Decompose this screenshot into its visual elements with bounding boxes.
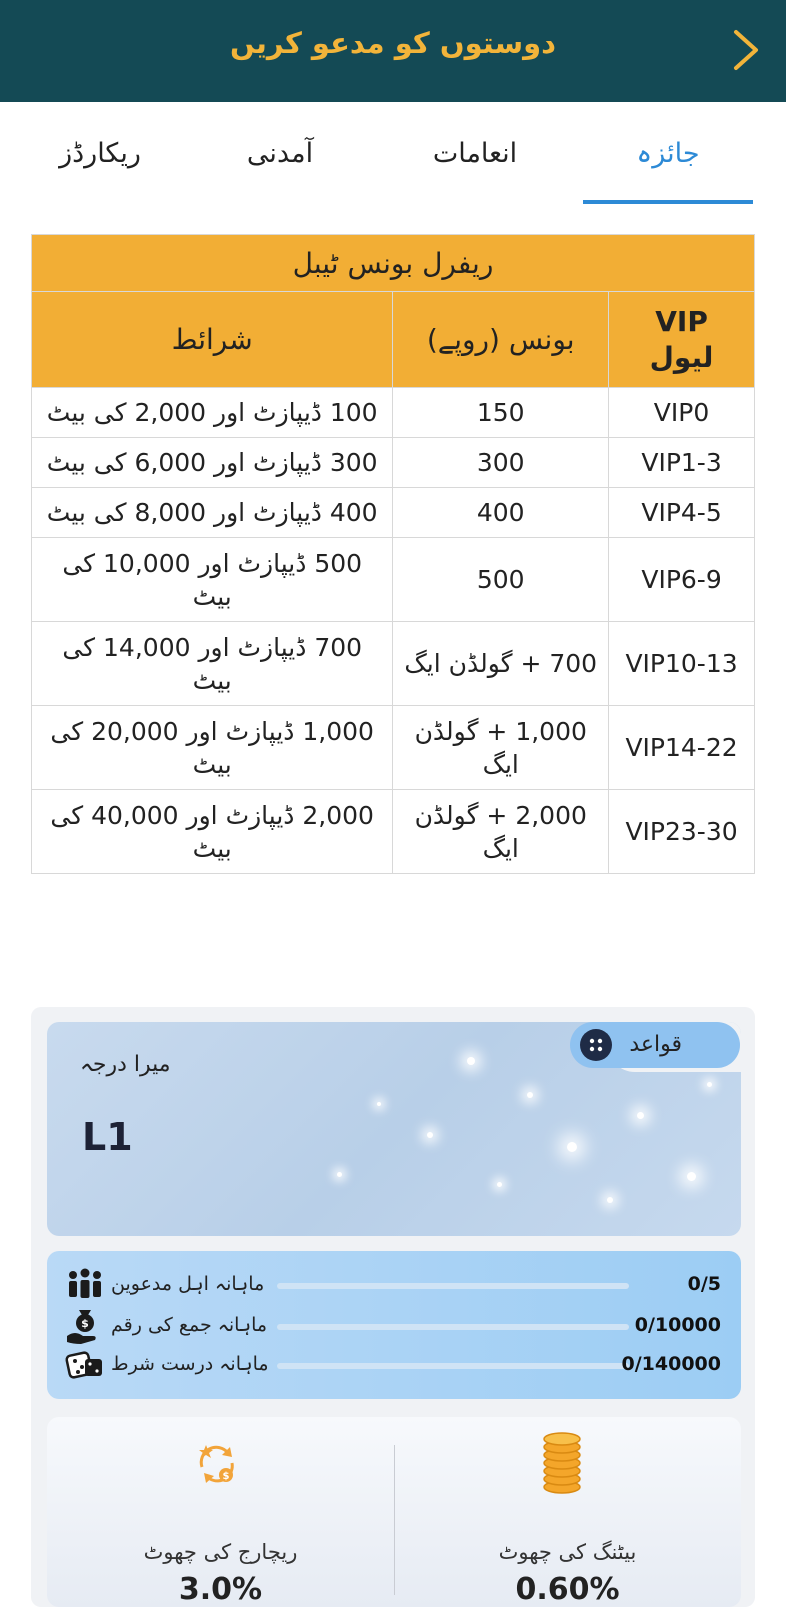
cell-bonus: 1,000 + گولڈن ایگ xyxy=(393,706,609,790)
stat-row-deposit xyxy=(47,1306,741,1346)
progress-bar xyxy=(277,1324,629,1330)
cell-level: VIP14-22 xyxy=(609,706,755,790)
dots-menu-icon xyxy=(580,1029,612,1061)
col-header-conditions: شرائط xyxy=(32,292,393,388)
table-row xyxy=(32,706,755,790)
rank-value: L1 xyxy=(82,1115,133,1159)
cell-conditions: 500 ڈیپازٹ اور 10,000 کی بیٹ xyxy=(32,538,393,622)
cell-conditions: 1,000 ڈیپازٹ اور 20,000 کی بیٹ xyxy=(32,706,393,790)
cell-level: VIP10-13 xyxy=(609,622,755,706)
cell-level: VIP4-5 xyxy=(609,488,755,538)
stat-name: ماہانہ درست شرط xyxy=(111,1353,269,1375)
table-row xyxy=(32,438,755,488)
discount-panel xyxy=(47,1417,741,1607)
discount-label: ریچارج کی چھوٹ xyxy=(143,1540,298,1564)
stat-row-valid-bet xyxy=(47,1345,741,1385)
cell-level: VIP23-30 xyxy=(609,790,755,874)
col-header-level-text: VIP لیول xyxy=(649,304,714,374)
table-row xyxy=(32,488,755,538)
table-row xyxy=(32,622,755,706)
stat-value: 0/140000 xyxy=(621,1353,721,1375)
cell-conditions: 100 ڈیپازٹ اور 2,000 کی بیٹ xyxy=(32,388,393,438)
cell-conditions: 400 ڈیپازٹ اور 8,000 کی بیٹ xyxy=(32,488,393,538)
discount-label: بیٹنگ کی چھوٹ xyxy=(498,1540,637,1564)
app-header xyxy=(0,0,786,102)
col-header-bonus: بونس (روپے) xyxy=(393,292,609,388)
coin-stack-icon xyxy=(539,1427,585,1497)
cell-conditions: 700 ڈیپازٹ اور 14,000 کی بیٹ xyxy=(32,622,393,706)
active-tab-indicator xyxy=(583,200,753,204)
stat-row-invitees xyxy=(47,1265,741,1305)
tab-rewards[interactable]: انعامات xyxy=(432,138,518,169)
betting-discount xyxy=(394,1417,741,1607)
stat-value: 0/10000 xyxy=(634,1314,721,1336)
cell-bonus: 400 xyxy=(393,488,609,538)
cell-level: VIP0 xyxy=(609,388,755,438)
recharge-discount xyxy=(47,1417,394,1607)
progress-bar xyxy=(277,1363,629,1369)
cell-bonus: 2,000 + گولڈن ایگ xyxy=(393,790,609,874)
referral-bonus-table xyxy=(31,234,755,874)
cell-level: VIP1-3 xyxy=(609,438,755,488)
table-caption: ریفرل بونس ٹیبل xyxy=(32,235,755,292)
money-hand-icon xyxy=(65,1306,105,1346)
rank-label: میرا درجہ xyxy=(80,1052,171,1077)
col-header-level xyxy=(609,292,755,388)
cell-bonus: 300 xyxy=(393,438,609,488)
monthly-stats xyxy=(47,1251,741,1399)
recharge-cycle-icon xyxy=(192,1439,242,1489)
rules-label: قواعد xyxy=(629,1032,682,1057)
table-row xyxy=(32,790,755,874)
tab-overview[interactable]: جائزہ xyxy=(636,138,700,169)
chevron-right-icon[interactable] xyxy=(730,26,770,74)
svg-text:$: $ xyxy=(81,1317,89,1330)
tab-bar xyxy=(0,102,786,208)
cell-bonus: 500 xyxy=(393,538,609,622)
stat-name: ماہانہ جمع کی رقم xyxy=(111,1314,268,1336)
svg-text:$: $ xyxy=(222,1471,230,1482)
tab-income[interactable]: آمدنی xyxy=(246,138,314,169)
stat-value: 0/5 xyxy=(687,1273,721,1295)
discount-value: 0.60% xyxy=(515,1572,620,1607)
progress-bar xyxy=(277,1283,629,1289)
people-icon xyxy=(65,1265,105,1305)
tab-records[interactable]: ریکارڈز xyxy=(59,138,141,169)
stat-name: ماہانہ اہل مدعوین xyxy=(111,1273,265,1295)
discount-value: 3.0% xyxy=(178,1572,263,1607)
cell-conditions: 300 ڈیپازٹ اور 6,000 کی بیٹ xyxy=(32,438,393,488)
cell-level: VIP6-9 xyxy=(609,538,755,622)
cell-conditions: 2,000 ڈیپازٹ اور 40,000 کی بیٹ xyxy=(32,790,393,874)
page-title: دوستوں کو مدعو کریں xyxy=(229,26,557,60)
cell-bonus: 700 + گولڈن ایگ xyxy=(393,622,609,706)
cell-bonus: 150 xyxy=(393,388,609,438)
table-row xyxy=(32,388,755,438)
rules-button[interactable] xyxy=(570,1022,740,1068)
dice-icon xyxy=(65,1345,105,1385)
table-row xyxy=(32,538,755,622)
